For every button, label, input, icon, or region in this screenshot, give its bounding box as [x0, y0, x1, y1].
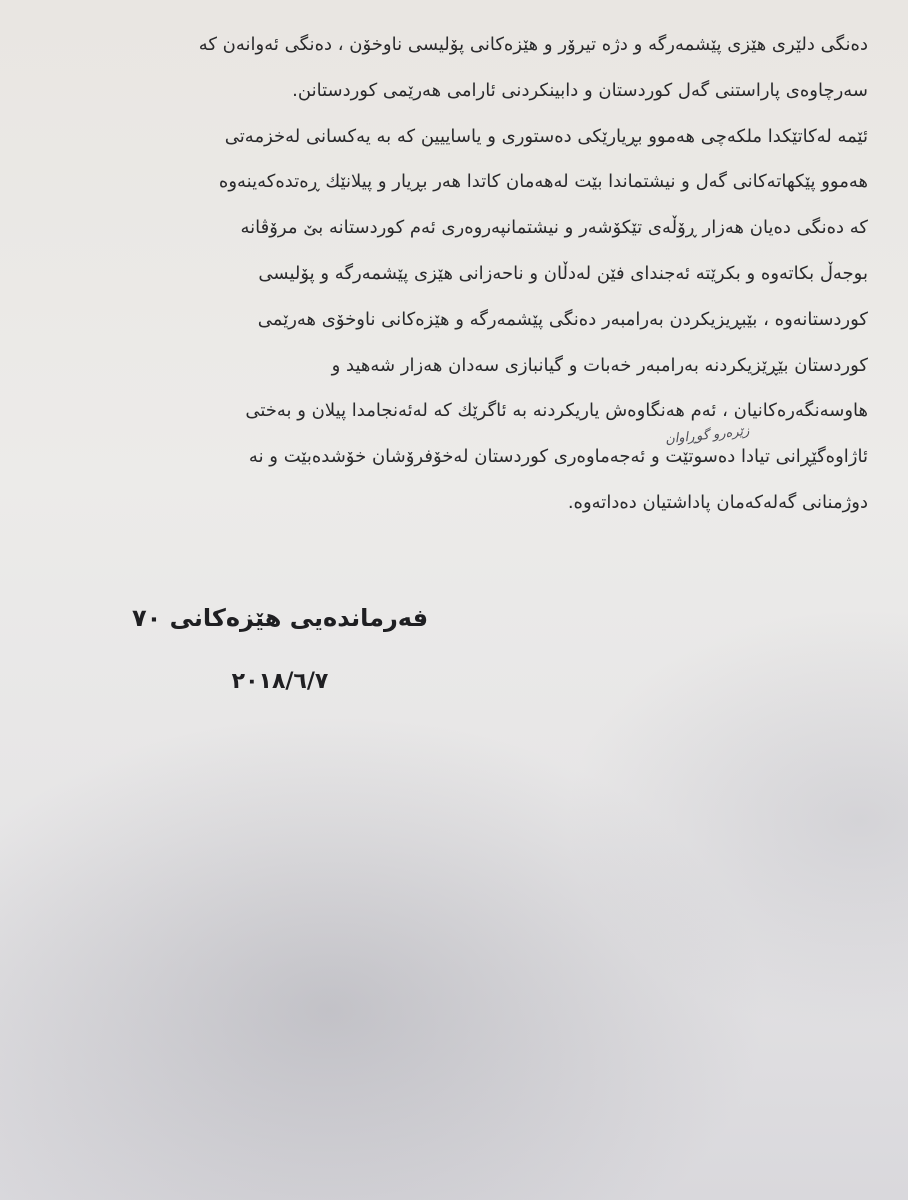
- statement-body: [28, 22, 868, 526]
- statement-line: هاوسەنگەرەکانیان ، ئەم هەنگاوەش یاریکردنە بە ئاگرێك کە لەئەنجامدا پیلان و بەختی: [245, 400, 868, 422]
- signature-block: [110, 596, 450, 702]
- statement-line: سەرچاوەی پاراستنی گەل کوردستان و دابینکردنی ئارامی هەرێمی کوردستانن.: [292, 79, 868, 101]
- statement-line: دەنگی دلێری هێزی پێشمەرگە و دژە تیرۆر و هێزەکانی پۆلیسی ناوخۆن ، دەنگی ئەوانەن کە: [198, 34, 868, 55]
- signer-name: فەرماندەیی هێزەکانی ٧٠: [131, 604, 429, 632]
- statement-line: کوردستانەوە ، بێبڕیزیکردن بەرامبەر دەنگی پێشمەرگە و هێزەکانی ناوخۆی هەرێمی: [257, 308, 868, 330]
- document-date: ٢٠١٨/٦/٧: [231, 669, 329, 694]
- statement-line: کوردستان بێڕێزیکردنە بەرامبەر خەبات و گیانبازی سەدان هەزار شەهید و: [331, 354, 868, 376]
- statement-line: دوژمنانی گەلەکەمان پاداشتیان دەداتەوە.: [567, 491, 868, 513]
- handwritten-note: زێرەرو گوڕاوان: [664, 423, 751, 448]
- statement-line: ئاژاوەگێڕانی تیادا دەسوتێت و ئەجەماوەری کوردستان لەخۆفرۆشان خۆشدەبێت و نە: [248, 446, 868, 468]
- statement-line: هەموو پێکهاتەکانی گەل و نیشتماندا بێت لەهەمان کاتدا هەر بڕیار و پیلانێك ڕەتدەکەینەوە: [218, 171, 868, 193]
- statement-line: بوجەڵ بکاتەوە و بکرێتە ئەجندای فێن لەدڵان و ناحەزانی هێزی پێشمەرگە و پۆلیسی: [258, 262, 868, 284]
- statement-line: کە دەنگی دەیان هەزار ڕۆڵەی تێکۆشەر و نیشتمانپەروەری ئەم کوردستانە بێ مرۆڤانە: [240, 217, 868, 239]
- statement-line: ئێمە لەکاتێکدا ملکەچی هەموو بڕیارێکی دەستوری و یاساییین کە بە یەکسانی لەخزمەتی: [224, 125, 868, 147]
